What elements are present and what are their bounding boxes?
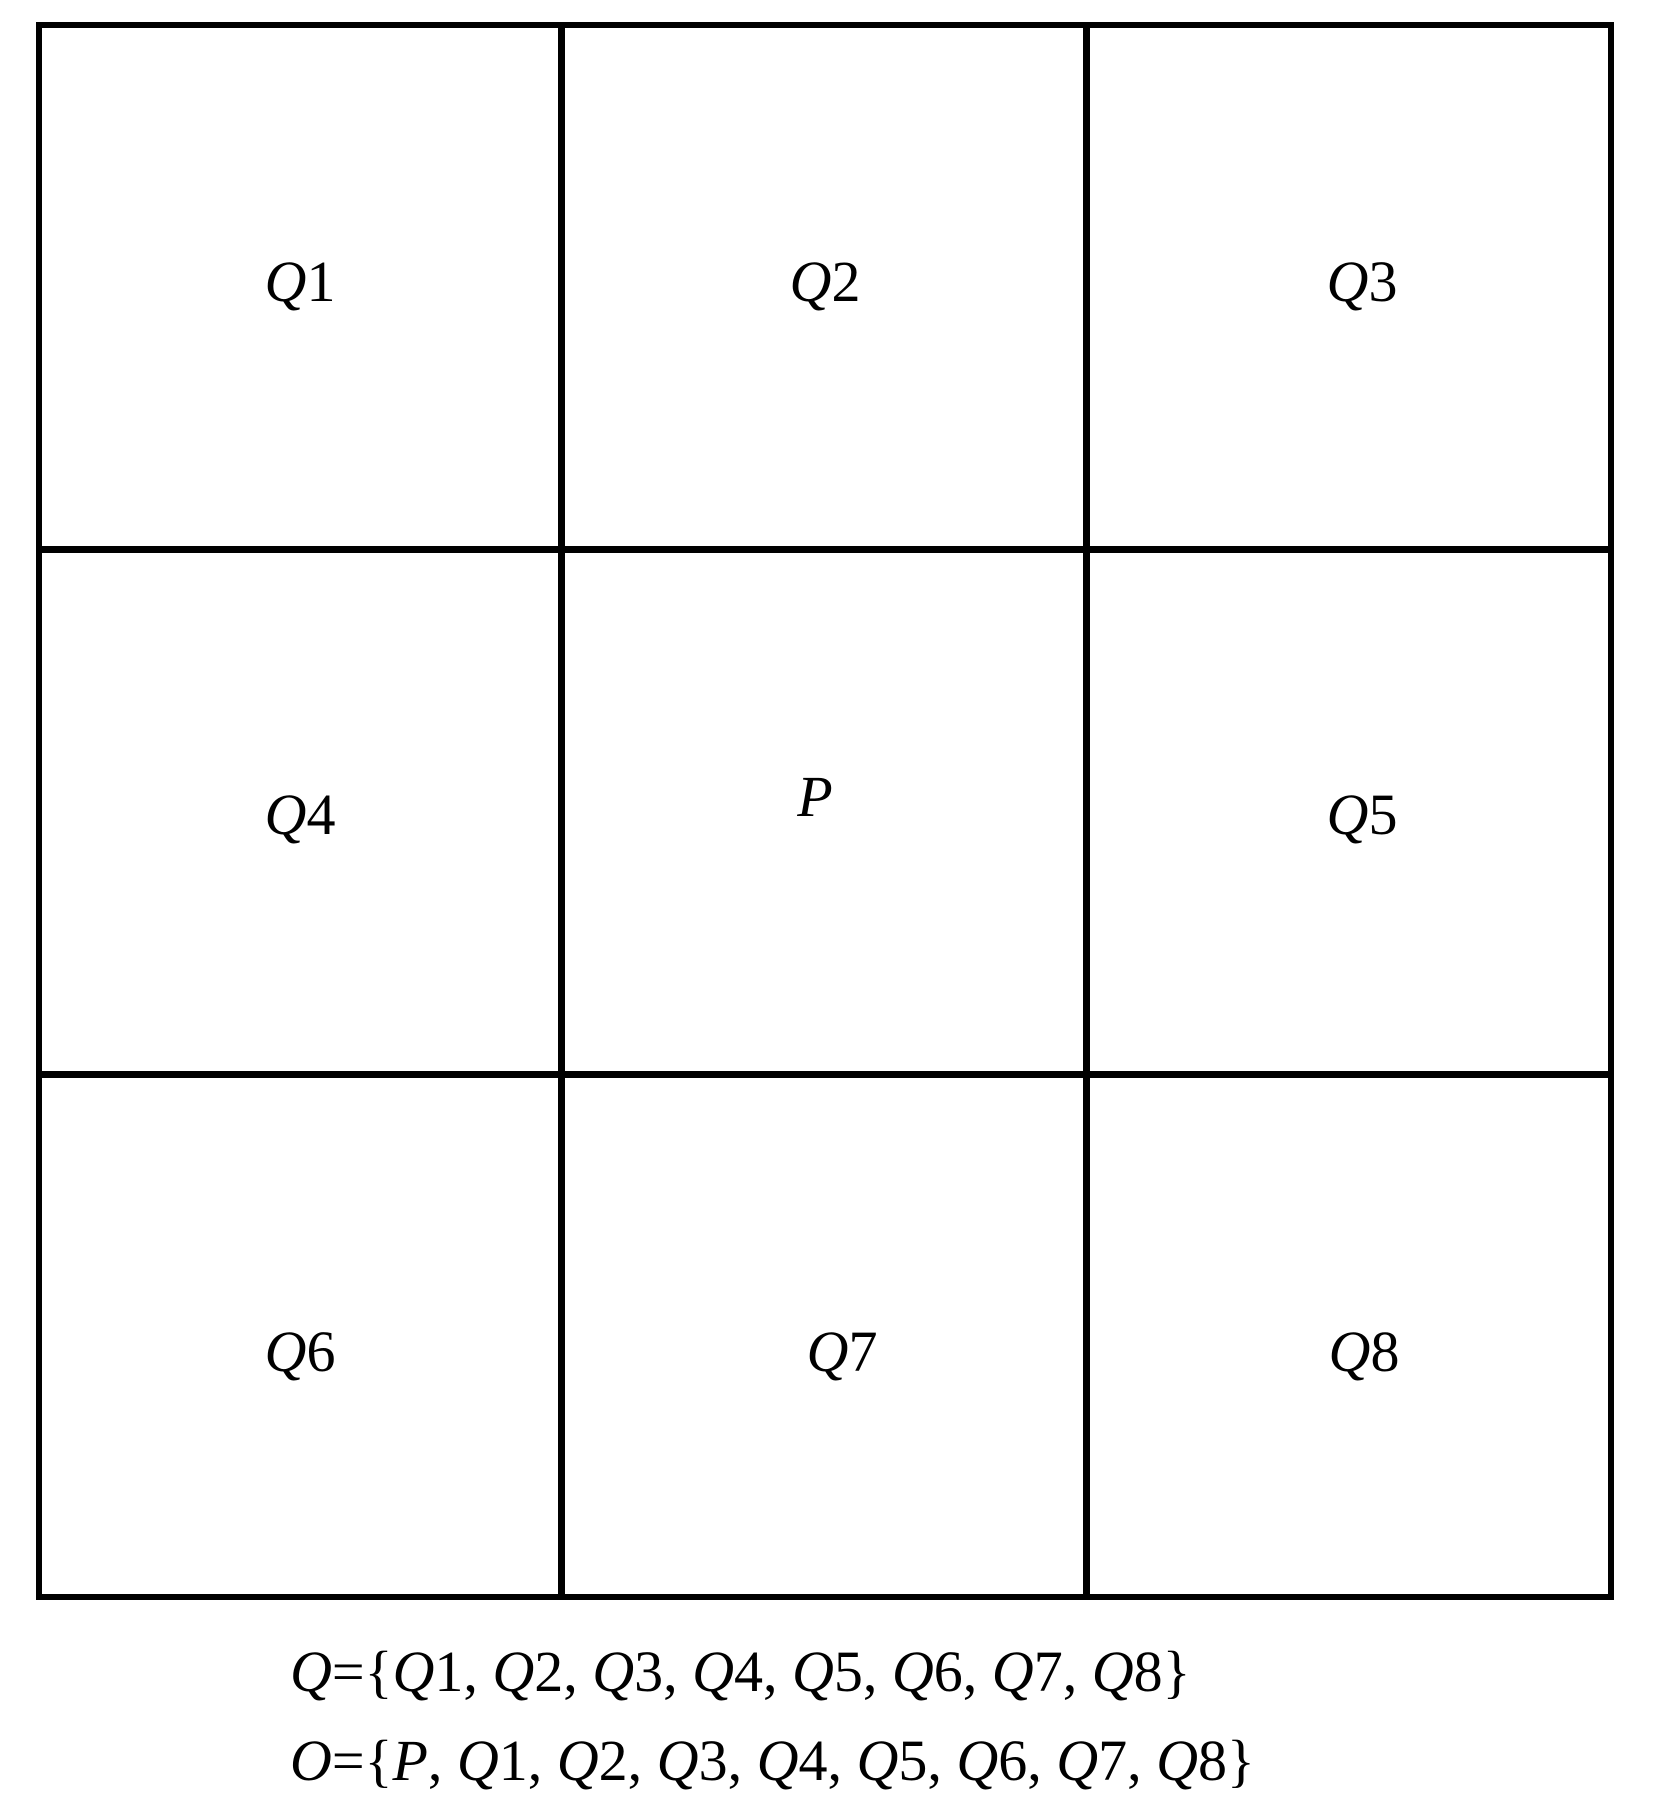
- set-separator: ,: [563, 1639, 593, 1704]
- set-separator: ,: [1027, 1728, 1057, 1793]
- set-member-variable: P: [392, 1728, 428, 1793]
- set-separator: ,: [527, 1728, 557, 1793]
- cell-variable: Q: [264, 1319, 307, 1384]
- set-open-brace: ={: [331, 1728, 393, 1793]
- grid-horizontal-line: [42, 546, 1608, 553]
- cell-label-q6: [264, 1319, 336, 1384]
- set-separator: ,: [1062, 1639, 1092, 1704]
- set-member-variable: Q: [556, 1728, 599, 1793]
- set-member-index: 1: [434, 1639, 464, 1704]
- set-member-variable: Q: [392, 1639, 435, 1704]
- set-separator: ,: [727, 1728, 757, 1793]
- cell-variable: Q: [1326, 782, 1369, 847]
- set-member-index: 5: [898, 1728, 928, 1793]
- set-name: Q: [290, 1639, 332, 1704]
- set-separator: ,: [627, 1728, 657, 1793]
- cell-variable: Q: [806, 1319, 849, 1384]
- set-separator: ,: [827, 1728, 857, 1793]
- cell-variable: Q: [1328, 1319, 1371, 1384]
- cell-label-q7: [806, 1319, 878, 1384]
- set-member-variable: Q: [1156, 1728, 1199, 1793]
- grid-vertical-line: [1083, 28, 1090, 1594]
- cell-index: 1: [306, 249, 336, 314]
- set-member-index: 1: [498, 1728, 528, 1793]
- cell-variable: P: [797, 764, 833, 829]
- cell-index: 8: [1370, 1319, 1400, 1384]
- cell-label-q2: [789, 249, 861, 314]
- set-member-index: 3: [634, 1639, 664, 1704]
- set-member-variable: Q: [956, 1728, 999, 1793]
- cell-index: 4: [306, 782, 336, 847]
- cell-index: 6: [306, 1319, 336, 1384]
- set-member-variable: Q: [792, 1639, 834, 1704]
- cell-label-q8: [1328, 1319, 1400, 1384]
- set-member-index: 2: [598, 1728, 628, 1793]
- cell-index: 2: [831, 249, 861, 314]
- set-separator: ,: [1127, 1728, 1157, 1793]
- set-member-variable: Q: [891, 1639, 934, 1704]
- set-close-brace: }: [1162, 1639, 1191, 1704]
- set-member-index: 2: [534, 1639, 564, 1704]
- cell-variable: Q: [264, 249, 307, 314]
- set-member-variable: Q: [1091, 1639, 1134, 1704]
- set-definition-o: [290, 1728, 1255, 1793]
- set-member-variable: Q: [456, 1728, 499, 1793]
- set-member-variable: Q: [492, 1639, 535, 1704]
- cell-variable: Q: [789, 249, 832, 314]
- set-member-index: 3: [698, 1728, 728, 1793]
- set-member-variable: Q: [1056, 1728, 1099, 1793]
- set-member-index: 7: [1033, 1639, 1063, 1704]
- cell-variable: Q: [1326, 249, 1369, 314]
- cell-label-q3: [1326, 249, 1398, 314]
- set-separator: ,: [427, 1728, 457, 1793]
- set-separator: ,: [663, 1639, 693, 1704]
- set-member-index: 5: [833, 1639, 863, 1704]
- set-separator: ,: [962, 1639, 992, 1704]
- set-name: O: [290, 1728, 332, 1793]
- cell-index: 3: [1368, 249, 1398, 314]
- grid-vertical-line: [558, 28, 565, 1594]
- set-member-index: 8: [1198, 1728, 1228, 1793]
- set-separator: ,: [862, 1639, 892, 1704]
- set-close-brace: }: [1227, 1728, 1255, 1793]
- set-member-variable: Q: [692, 1639, 735, 1704]
- cell-label-q5: [1326, 782, 1398, 847]
- cell-label-q4: [264, 782, 336, 847]
- set-member-variable: Q: [656, 1728, 699, 1793]
- set-open-brace: ={: [331, 1639, 393, 1704]
- cell-index: 7: [848, 1319, 878, 1384]
- cell-label-p: [797, 764, 833, 829]
- set-member-variable: Q: [592, 1639, 635, 1704]
- set-member-variable: Q: [991, 1639, 1034, 1704]
- set-separator: ,: [463, 1639, 493, 1704]
- set-member-index: 6: [998, 1728, 1028, 1793]
- cell-variable: Q: [264, 782, 307, 847]
- cell-index: 5: [1368, 782, 1398, 847]
- set-member-index: 4: [798, 1728, 828, 1793]
- set-separator: ,: [927, 1728, 957, 1793]
- set-member-index: 8: [1133, 1639, 1163, 1704]
- set-separator: ,: [763, 1639, 793, 1704]
- set-member-variable: Q: [756, 1728, 799, 1793]
- set-definition-q: [290, 1639, 1191, 1704]
- set-member-variable: Q: [856, 1728, 899, 1793]
- set-member-index: 4: [734, 1639, 764, 1704]
- grid-horizontal-line: [42, 1071, 1608, 1078]
- set-member-index: 7: [1098, 1728, 1128, 1793]
- set-member-index: 6: [933, 1639, 963, 1704]
- cell-label-q1: [264, 249, 336, 314]
